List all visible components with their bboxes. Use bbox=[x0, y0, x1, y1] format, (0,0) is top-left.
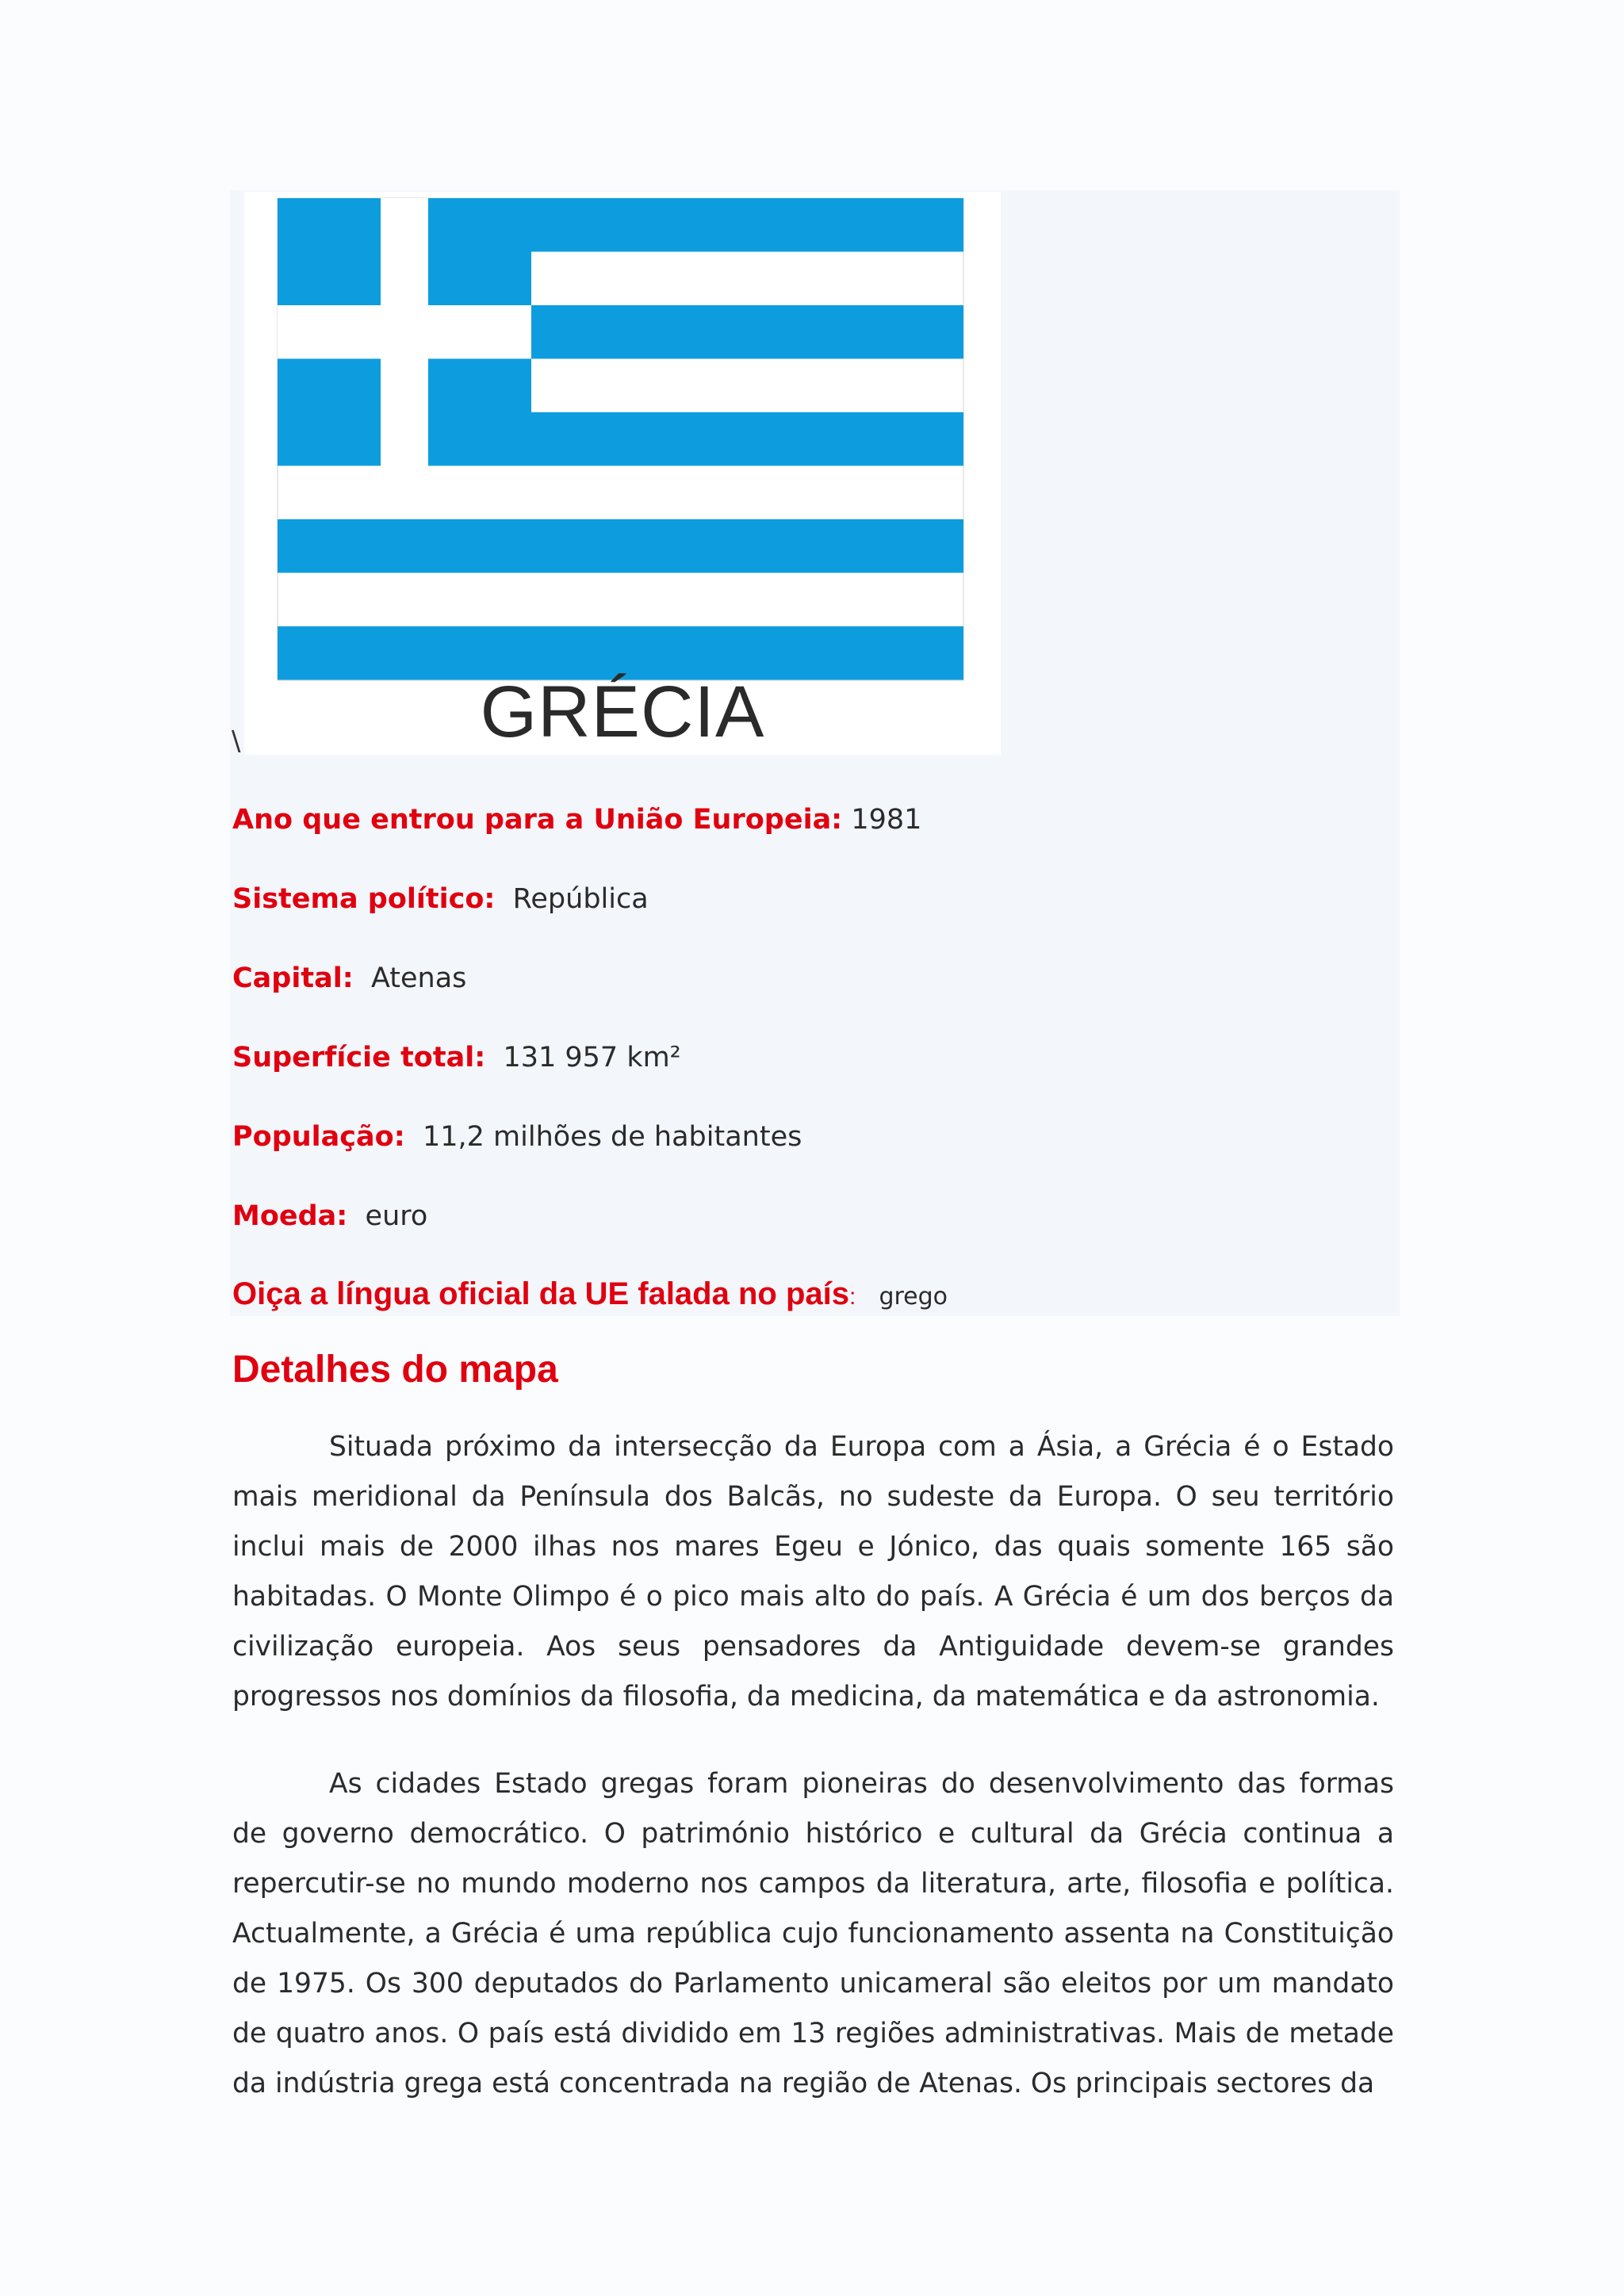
field-ano-ue-value: 1981 bbox=[851, 804, 922, 836]
greece-flag bbox=[244, 192, 1001, 755]
flag-caption: GRÉCIA bbox=[480, 672, 765, 752]
paragraph-1: Situada próximo da intersecção da Europa com a Ásia, a Grécia é o Estado mais meridional da Península dos Balcãs, no sudeste da Europa. O seu território inclui mais de 2000 ilhas nos mares Egeu e Jónico, das quais somente 165 são habitadas. O Monte Olimpo é o pico mais alto do país. A Grécia é um dos berços da civilização europeia. Aos seus pensadores da Antiguidade devem-se grandes progressos nos domínios da filosofia, da medicina, da matemática e da astronomia. bbox=[232, 1431, 1394, 1712]
field-lingua-label: Oiça a língua oficial da UE falada no país bbox=[232, 1276, 849, 1311]
field-lingua-colon: : bbox=[849, 1284, 856, 1310]
field-sistema-politico bbox=[232, 882, 649, 916]
field-lingua bbox=[232, 1276, 948, 1312]
section-title: Detalhes do mapa bbox=[232, 1349, 558, 1391]
field-populacao-label: População: bbox=[232, 1121, 405, 1153]
paragraph-2: As cidades Estado gregas foram pioneiras do desenvolvimento das formas de governo democrático. O património histórico e cultural da Grécia continua a repercutir-se no mundo moderno nos campos da literatura, arte, filosofia e política. Actualmente, a Grécia é uma república cujo funcionamento assenta na Constituição de 1975. Os 300 deputados do Parlamento unicameral são eleitos por um mandato de quatro anos. O país está dividido em 13 regiões administrativas. Mais de metade da indústria grega está concentrada na região de Atenas. Os principais sectores da bbox=[232, 1768, 1394, 2099]
field-sistema-value: República bbox=[512, 883, 649, 915]
field-moeda bbox=[232, 1200, 427, 1233]
field-ano-ue bbox=[232, 803, 921, 836]
field-populacao-value: 11,2 milhões de habitantes bbox=[422, 1121, 802, 1153]
field-ano-ue-label: Ano que entrou para a União Europeia: bbox=[232, 804, 843, 836]
field-populacao bbox=[232, 1120, 802, 1154]
field-moeda-label: Moeda: bbox=[232, 1200, 348, 1232]
field-moeda-value: euro bbox=[365, 1200, 428, 1232]
field-capital bbox=[232, 962, 466, 995]
field-superficie bbox=[232, 1041, 681, 1074]
field-lingua-value: grego bbox=[879, 1283, 948, 1311]
field-capital-label: Capital: bbox=[232, 962, 354, 994]
greece-flag-image bbox=[244, 192, 1001, 755]
field-superficie-label: Superfície total: bbox=[232, 1042, 486, 1073]
field-capital-value: Atenas bbox=[370, 962, 467, 994]
field-sistema-label: Sistema político: bbox=[232, 883, 496, 915]
flag-canton bbox=[278, 198, 531, 466]
field-superficie-value: 131 957 km² bbox=[503, 1042, 681, 1073]
stray-backslash: \ bbox=[232, 725, 241, 757]
